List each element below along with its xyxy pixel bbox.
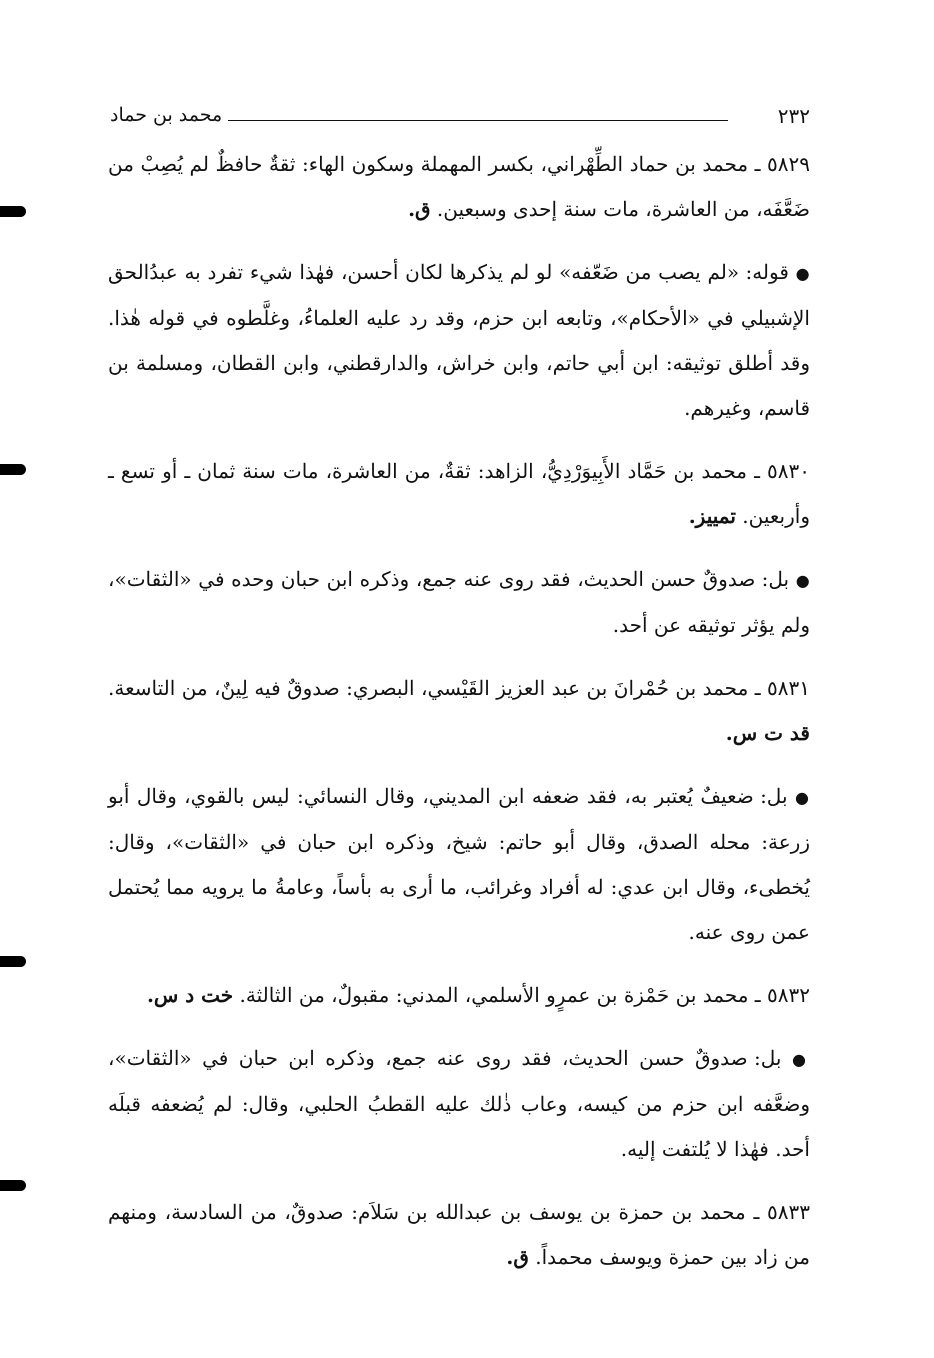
- bullet-icon: ●: [791, 1050, 811, 1069]
- entry-text: ٥٨٣٠ ـ محمد بن حَمَّاد الأَبِيوَرْدِيُّ، الزاهد: ثقةٌ، من العاشرة، مات سنة ثمان ـ أو تسع ـ وأربعين.: [108, 459, 810, 528]
- bullet-icon: ●: [795, 571, 810, 590]
- scan-edge-mark: [0, 464, 26, 475]
- bullet-icon: ●: [795, 264, 810, 283]
- scan-edge-mark: [0, 956, 26, 967]
- page-number: ٢٣٢: [777, 104, 810, 128]
- bullet-icon: ●: [794, 788, 811, 807]
- comment-text: بل: ضعيفٌ يُعتبر به، فقد ضعفه ابن المديني، وقال النسائي: ليس بالقوي، وقال أبو زرعة: محله الصدق، وقال أبو حاتم: شيخ، وذكره ابن حبان في «الثقات»، وقال: يُخطىء، وقال ابن عدي: له أفراد وغرائب، ما أرى به بأساً، وعامةُ ما يرويه مما يُحتمل عمن روى عنه.: [108, 784, 810, 944]
- header-rule: [228, 120, 728, 121]
- biography-entry: [108, 449, 810, 539]
- biography-entry: [108, 973, 810, 1018]
- entry-text: ٥٨٣١ ـ محمد بن حُمْرانَ بن عبد العزيز القَيْسي، البصري: صدوقٌ فيه لِينٌ، من التاسعة.: [108, 676, 810, 700]
- book-codes: قد ت س.: [725, 721, 810, 745]
- biography-entry: [108, 1190, 810, 1280]
- entry-text: ٥٨٣٢ ـ محمد بن حَمْزة بن عمرٍو الأسلمي، المدني: مقبولٌ، من الثالثة.: [239, 983, 810, 1007]
- book-codes: تمييز.: [688, 504, 736, 528]
- biography-entry: [108, 142, 810, 232]
- scan-edge-mark: [0, 206, 26, 217]
- comment-text: بل: صدوقٌ حسن الحديث، فقد روى عنه جمع، وذكره ابن حبان وحده في «الثقات»، ولم يؤثر توثيقه عن أحد.: [108, 567, 810, 637]
- book-codes: ق.: [408, 197, 431, 221]
- book-codes: خت د س.: [146, 983, 234, 1007]
- entry-text: ٥٨٣٣ ـ محمد بن حمزة بن يوسف بن عبدالله بن سَلاَم: صدوقٌ، من السادسة، ومنهم من زاد بين حمزة ويوسف محمداً.: [108, 1200, 810, 1269]
- editor-comment: [108, 774, 810, 955]
- editor-comment: [108, 557, 810, 648]
- page-header: [110, 104, 810, 134]
- entry-text: ٥٨٢٩ ـ محمد بن حماد الطِّهْراني، بكسر المهملة وسكون الهاء: ثقةٌ حافظٌ لم يُصِبْ من ضَعَّفَه، من العاشرة، مات سنة إحدى وسبعين.: [108, 152, 810, 221]
- comment-text: بل: صدوقٌ حسن الحديث، فقد روى عنه جمع، وذكره ابن حبان في «الثقات»، وضعَّفه ابن حزم من كيسه، وعاب ذٰلك عليه القطبُ الحلبي، وقال: لم يُضعفه قبلَه أحد. فهٰذا لا يُلتفت إليه.: [108, 1046, 811, 1161]
- scan-edge-mark: [0, 1180, 26, 1191]
- comment-text: قوله: «لم يصب من ضَعّفه» لو لم يذكرها لكان أحسن، فهٰذا شيء تفرد به عبدُالحق الإشبيلي في «الأحكام»، وتابعه ابن حزم، وقد رد عليه العلماءُ، وغلَّطوه في قوله هٰذا. وقد أطلق توثيقه: ابن أبي حاتم، وابن خراش، والدارقطني، وابن القطان، ومسلمة بن قاسم، وغيرهم.: [108, 260, 810, 420]
- editor-comment: [108, 250, 810, 431]
- biography-entry: [108, 666, 810, 756]
- book-codes: ق.: [506, 1245, 529, 1269]
- page-body: [108, 142, 810, 1280]
- running-title: محمد بن حماد: [110, 104, 223, 126]
- editor-comment: [108, 1036, 810, 1172]
